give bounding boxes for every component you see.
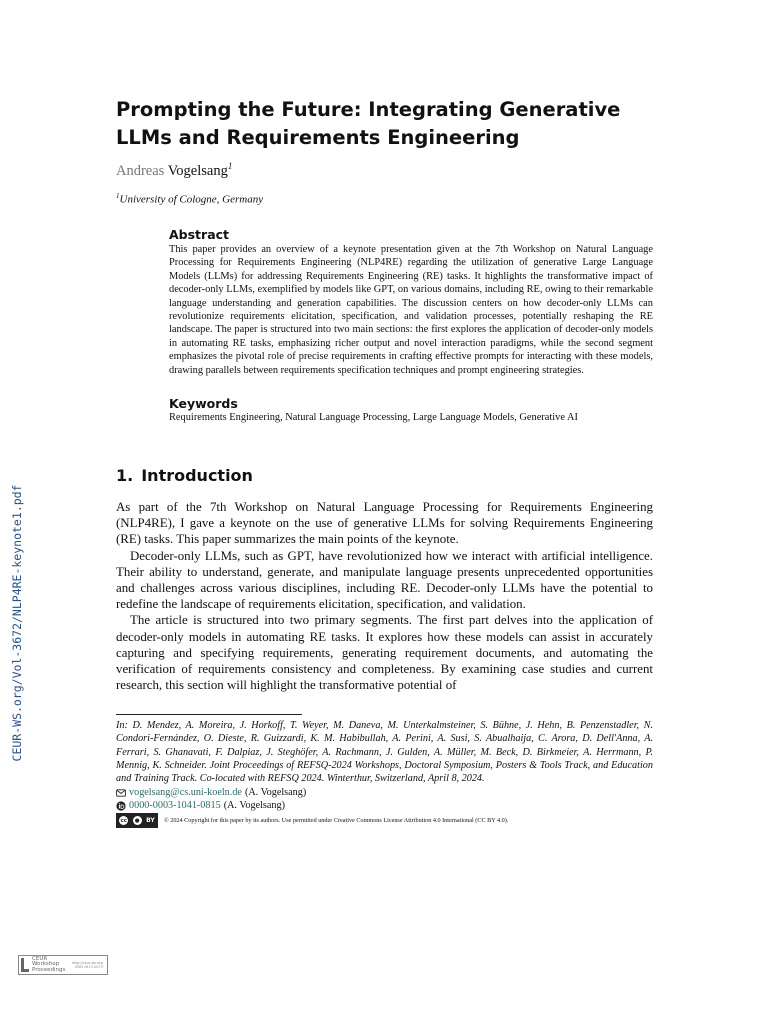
affiliation xyxy=(116,192,263,206)
ceur-wordmark xyxy=(32,957,65,974)
ceur-issn-number: ISSN 1613-0073 xyxy=(74,965,103,969)
orcid-link[interactable]: 0000-0003-1041-0815 xyxy=(129,800,221,811)
affiliation-text: University of Cologne, Germany xyxy=(119,193,264,206)
abstract-section xyxy=(169,227,653,377)
person-icon: ● xyxy=(133,816,142,825)
keywords-heading: Keywords xyxy=(169,396,238,411)
orcid-icon xyxy=(116,801,126,811)
section-number: 1. xyxy=(116,466,134,485)
cc-by-label: BY xyxy=(146,817,155,824)
ceur-mark-icon xyxy=(21,958,29,972)
abstract-heading: Abstract xyxy=(169,227,230,242)
ceur-logo-line: Proceedings xyxy=(32,966,66,973)
sidebar-url[interactable] xyxy=(8,478,26,768)
introduction-body xyxy=(116,499,653,693)
paragraph: As part of the 7th Workshop on Natural Language Processing for Requirements Engineering (NLP4RE), I gave a keynote on the use of generative LLMs for solving Requirements Engineering (RE) tasks. This paper summarizes the main points of the keynote. xyxy=(116,500,653,547)
abstract-text: This paper provides an overview of a keynote presentation given at the 7th Workshop on Natural Language Processing for Requirements Engineering (NLP4RE) regarding the utilization of generative Large Language Models (LLMs) for addressing Requirements Engineering (RE) tasks. It highlights the transformative impact of decoder-only LLMs, exemplified by models like GPT, on various domains, including RE, owing to their remarkable language understanding and generation capabilities. The discussion centers on how decoder-only LLMs can revolutionize requirements elicitation, specification, and validation processes, potentially reshaping the RE landscape. The paper is structured into two main sections: the first explores the application of decoder-only models in automating RE tasks, emphasizing richer output and novel interaction paradigms, while the second segment emphasizes the pivotal role of precise requirements in crafting effective prompts for interacting with these models, drawing parallels between requirements specification techniques and prompt engineering strategies. xyxy=(169,244,653,376)
keywords-text: Requirements Engineering, Natural Language Processing, Large Language Models, Generative AI xyxy=(169,412,578,423)
email-link[interactable]: vogelsang@cs.uni-koeln.de xyxy=(129,787,242,798)
ceur-logo-line: CEUR xyxy=(32,955,48,962)
email-owner: (A. Vogelsang) xyxy=(244,787,307,798)
ceur-issn xyxy=(72,961,103,970)
ceur-logo xyxy=(18,955,108,975)
author-line xyxy=(116,161,232,180)
license-line xyxy=(116,813,508,828)
footnote-text: In: D. Mendez, A. Moreira, J. Horkoff, T. Weyer, M. Daneva, M. Unterkalmsteiner, S. Bühne, J. Hehn, B. Penzenstadler, N. Condori-Fernández, O. Dieste, R. Guizzardi, K. M. Habibullah, A. Perini, A. Susi, S. Abualhaija, C. Arora, D. Dell'Anna, A. Ferrari, S. Ghanavati, F. Dalpiaz, J. Steghöfer, A. Rachmann, J. Gulden, A. Müller, M. Beck, D. Birkmeier, A. Herrmann, P. Mennig, K. Schneider. Joint Proceedings of REFSQ-2024 Workshops, Doctoral Symposium, Posters & Tools Track, and Education and Training Track. Co-located with REFSQ 2024. Winterthur, Switzerland, April 8, 2024. xyxy=(116,720,653,785)
ceur-logo-line: Workshop xyxy=(32,961,60,968)
mail-icon xyxy=(116,788,126,798)
cc-icon: cc xyxy=(120,817,127,824)
section-title: Introduction xyxy=(141,466,253,485)
email-line xyxy=(116,786,306,799)
affiliation-marker: 1 xyxy=(116,192,120,200)
orcid-owner: (A. Vogelsang) xyxy=(223,800,285,811)
author-affiliation-marker: 1 xyxy=(227,161,233,171)
author-family-name: Vogelsang xyxy=(167,162,228,179)
author-given-name: Andreas xyxy=(116,162,165,179)
paragraph: Decoder-only LLMs, such as GPT, have revolutionized how we interact with artificial intelligence. Their ability to understand, generate, and manipulate language presents unprecedented opportunities and challenges across various disciplines, including RE. Decoder-only LLMs have the potential to redefine the landscape of requirements elicitation, specification, and validation. xyxy=(116,548,653,612)
section-heading-introduction xyxy=(116,466,253,486)
license-text: © 2024 Copyright for this paper by its authors. Use permitted under Creative Commons License Attribution 4.0 International (CC BY 4.0). xyxy=(164,816,509,824)
sidebar-url-text[interactable]: CEUR-WS.org/Vol-3672/NLP4RE-keynote1.pdf xyxy=(10,484,24,762)
cc-by-badge[interactable] xyxy=(116,813,158,828)
footnote-divider xyxy=(116,714,302,715)
paper-title: Prompting the Future: Integrating Generative LLMs and Requirements Engineering xyxy=(116,98,621,149)
orcid-line xyxy=(116,799,285,812)
ceur-url: http://ceur-ws.org xyxy=(71,960,103,965)
paragraph: The article is structured into two primary segments. The first part delves into the application of decoder-only models in automating RE tasks. It explores how these models can assist in accurately capturing and specifying requirements, generating requirement documents, and automating the verification of requirements consistency and completeness. By examining case studies and current research, this section will highlight the transformative potential of xyxy=(116,613,653,693)
